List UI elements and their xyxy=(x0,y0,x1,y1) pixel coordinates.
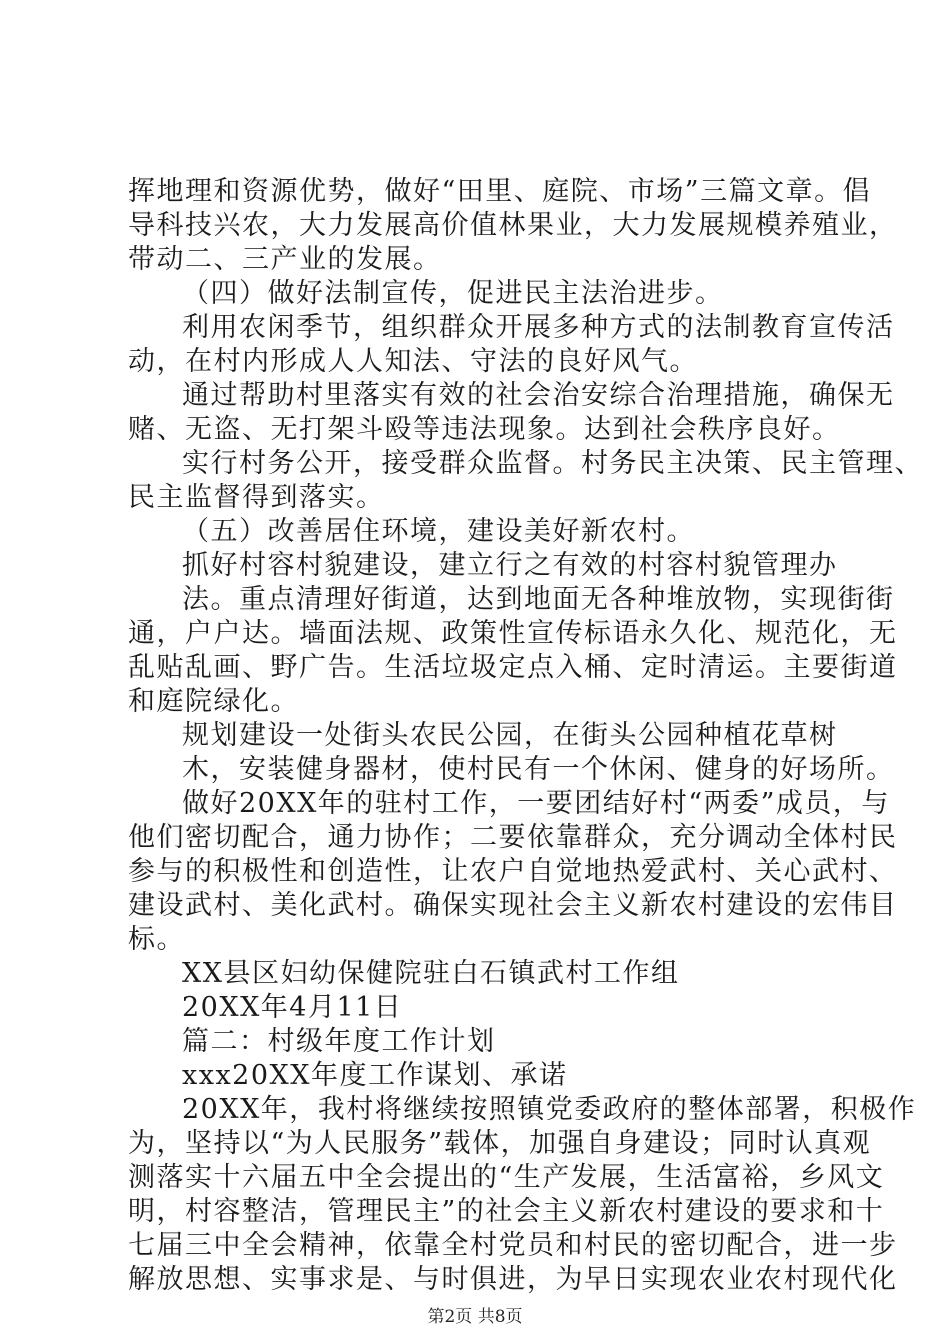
chapter-title: 篇二：村级年度工作计划 xyxy=(182,1026,496,1057)
text-line: 民主监督得到落实。 xyxy=(128,482,385,513)
text-line: 赌、无盗、无打架斗殴等违法现象。达到社会秩序良好。 xyxy=(128,414,841,445)
text-line: 测落实十六届五中全会提出的“生产发展，生活富裕，乡风文 xyxy=(128,1162,885,1193)
text-line: 抓好村容村貌建设，建立行之有效的村容村貌管理办 xyxy=(182,550,838,581)
text-line: 为，坚持以“为人民服务”载体，加强自身建设；同时认真观 xyxy=(128,1128,872,1159)
text-line: 通，户户达。墙面法规、政策性宣传标语永久化、规范化，无 xyxy=(128,618,898,649)
text-line: 建设武村、美化武村。确保实现社会主义新农村建设的宏伟目 xyxy=(128,890,898,921)
text-line: 他们密切配合，通力协作；二要依靠群众，充分调动全体村民 xyxy=(128,822,898,853)
text-line: 动，在村内形成人人知法、守法的良好风气。 xyxy=(128,346,698,377)
section-heading: （四）做好法制宣传，促进民主法治进步。 xyxy=(182,278,724,309)
text-line: 明，村容整洁，管理民主”的社会主义新农村建设的要求和十 xyxy=(128,1196,885,1227)
text-line: 参与的积极性和创造性，让农户自觉地热爱武村、关心武村、 xyxy=(128,856,898,887)
text-line: 带动二、三产业的发展。 xyxy=(128,244,442,275)
text-line: 规划建设一处街头农民公园，在街头公园种植花草树 xyxy=(182,720,838,751)
text-line: 木，安装健身器材，使村民有一个休闲、健身的好场所。 xyxy=(182,754,895,785)
text-line: 七届三中全会精神，依靠全村党员和村民的密切配合，进一步 xyxy=(128,1230,898,1261)
signature-date: 20XX年4月11日 xyxy=(182,992,403,1023)
text-line: 法。重点清理好街道，达到地面无各种堆放物，实现街街 xyxy=(182,584,895,615)
text-line: 标。 xyxy=(128,924,185,955)
text-line: 利用农闲季节，组织群众开展多种方式的法制教育宣传活 xyxy=(182,312,895,343)
page-number-footer: 第2页 共8页 xyxy=(427,1307,523,1327)
text-line: 通过帮助村里落实有效的社会治安综合治理措施，确保无 xyxy=(182,380,895,411)
text-line: 导科技兴农，大力发展高价值林果业，大力发展规模养殖业， xyxy=(128,210,898,241)
chapter-subtitle: xxx20XX年度工作谋划、承诺 xyxy=(182,1060,568,1091)
text-line: 挥地理和资源优势，做好“田里、庭院、市场”三篇文章。倡 xyxy=(128,176,872,207)
section-heading: （五）改善居住环境，建设美好新农村。 xyxy=(182,516,695,547)
text-line: 20XX年，我村将继续按照镇党委政府的整体部署，积极作 xyxy=(182,1094,917,1125)
signature-organization: XX县区妇幼保健院驻白石镇武村工作组 xyxy=(182,958,680,989)
text-line: 实行村务公开，接受群众监督。村务民主决策、民主管理、 xyxy=(182,448,923,479)
text-line: 乱贴乱画、野广告。生活垃圾定点入桶、定时清运。主要街道 xyxy=(128,652,898,683)
text-line: 和庭院绿化。 xyxy=(128,686,299,717)
text-line: 做好20XX年的驻村工作，一要团结好村“两委”成员，与 xyxy=(182,788,890,819)
text-line: 解放思想、实事求是、与时俱进，为早日实现农业农村现代化 xyxy=(128,1264,898,1295)
